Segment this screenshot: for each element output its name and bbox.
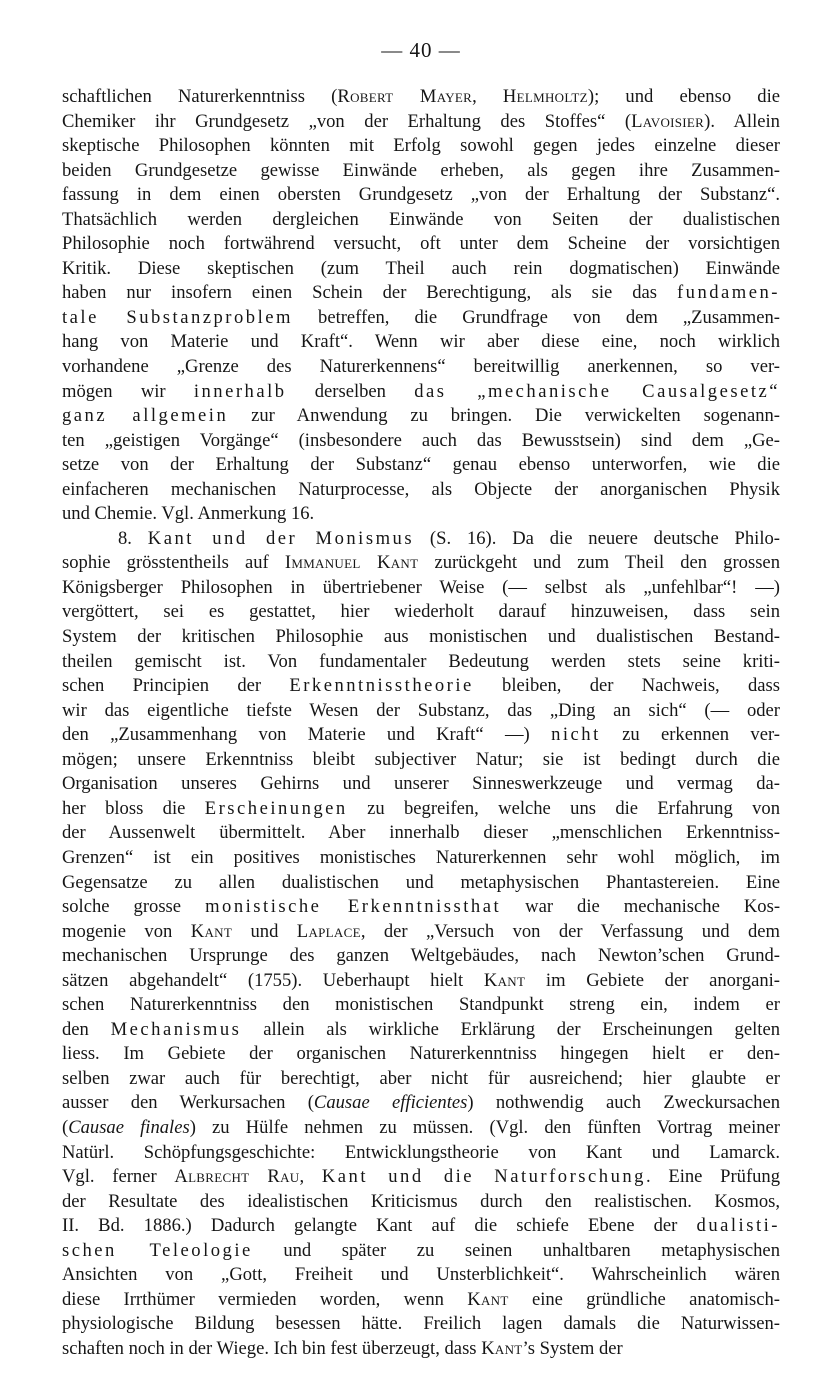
spaced-emphasis: Erkenntnisstheorie bbox=[289, 675, 474, 697]
text-run: Organisation unseres Gehirns und unserer Sinneswerkzeuge und vermag da- bbox=[62, 773, 780, 795]
text-run: schaftlichen Naturerkenntniss ( bbox=[62, 86, 338, 107]
text-run: (S. 16). Da die neuere deutsche Philo- bbox=[414, 527, 780, 549]
text-line bbox=[62, 1239, 780, 1264]
spaced-emphasis: nicht bbox=[551, 724, 601, 746]
italic-term: Causae efficientes bbox=[313, 1092, 468, 1114]
text-run: vergöttert, sei es gestattet, hier wiederholt darauf hinzuweisen, dass sein bbox=[62, 601, 780, 623]
spaced-emphasis: schen Teleologie bbox=[62, 1239, 253, 1261]
text-line bbox=[62, 871, 780, 896]
text-run: theilen gemischt ist. Von fundamentaler Bedeutung werden stets seine kriti- bbox=[62, 650, 780, 672]
text-line bbox=[62, 478, 780, 503]
text-run: diese Irrthümer vermieden worden, wenn bbox=[62, 1288, 468, 1310]
text-run: der Aussenwelt übermittelt. Aber innerhalb dieser „menschlichen Erkenntniss- bbox=[62, 822, 780, 844]
text-line bbox=[62, 527, 780, 552]
text-run: mögen wir bbox=[62, 380, 194, 402]
text-line bbox=[62, 1067, 780, 1092]
text-line bbox=[62, 404, 780, 429]
spaced-emphasis: Kant und der Monismus bbox=[147, 527, 415, 549]
spaced-emphasis: Erscheinungen bbox=[204, 797, 348, 819]
text-run: betreffen, die Grundfrage von dem „Zusammen- bbox=[292, 306, 780, 328]
text-run: war die mechanische Kos- bbox=[501, 896, 780, 918]
text-line bbox=[62, 1214, 780, 1239]
text-line bbox=[62, 502, 780, 527]
text-run: Natürl. Schöpfungsgeschichte: Entwicklungstheorie von Kant und Lamarck. bbox=[62, 1141, 780, 1163]
text-run: ausser den Werkursachen ( bbox=[62, 1092, 314, 1114]
text-line bbox=[62, 281, 780, 306]
author-name: Robert Mayer bbox=[337, 86, 473, 107]
text-run: fassung in dem einen obersten Grundgesetz „von der Erhaltung der Substanz“. bbox=[62, 184, 780, 206]
text-run: , bbox=[472, 86, 503, 107]
italic-term: Causae finales bbox=[68, 1116, 190, 1138]
text-line bbox=[62, 920, 780, 945]
text-line bbox=[62, 772, 780, 797]
text-line bbox=[62, 1116, 780, 1141]
text-run: Chemiker ihr Grundgesetz „von der Erhaltung des Stoffes“ ( bbox=[62, 110, 632, 132]
text-run: ) nothwendig auch Zweckursachen bbox=[467, 1092, 780, 1114]
text-line bbox=[62, 1288, 780, 1313]
text-line bbox=[62, 699, 780, 724]
text-line bbox=[62, 748, 780, 773]
text-line bbox=[62, 208, 780, 233]
text-run: Philosophie noch fortwährend versucht, oft unter dem Scheine der vorsichtigen bbox=[62, 233, 780, 255]
text-run: her bloss die bbox=[62, 797, 205, 819]
text-line bbox=[62, 674, 780, 699]
spaced-emphasis: innerhalb bbox=[193, 380, 287, 402]
text-run: ’s System der bbox=[522, 1337, 623, 1359]
text-line bbox=[62, 232, 780, 257]
text-line bbox=[62, 183, 780, 208]
text-run: haben nur insofern einen Schein der Berechtigung, als sie das bbox=[62, 282, 677, 304]
text-run: ) zu Hülfe nehmen zu müssen. (Vgl. den fünften Vortrag meiner bbox=[189, 1116, 780, 1138]
text-run: II. Bd. 1886.) Dadurch gelangte Kant auf die schiefe Ebene der bbox=[62, 1215, 697, 1237]
text-line bbox=[62, 453, 780, 478]
text-run: im Gebiete der anorgani- bbox=[525, 969, 780, 991]
author-name: Kant bbox=[467, 1288, 509, 1310]
text-line bbox=[62, 821, 780, 846]
text-run: und Chemie. Vgl. Anmerkung 16. bbox=[62, 503, 315, 525]
text-run: mögen; unsere Erkenntniss bleibt subjectiver Natur; sie ist bedingt durch die bbox=[62, 748, 780, 770]
text-line bbox=[62, 944, 780, 969]
text-line bbox=[62, 846, 780, 871]
text-run: 8. bbox=[118, 527, 148, 549]
text-line bbox=[62, 797, 780, 822]
text-run: . Eine Prüfung bbox=[645, 1166, 780, 1188]
text-line bbox=[62, 1190, 780, 1215]
text-run: Grenzen“ ist ein positives monistisches Naturerkennen sehr wohl möglich, im bbox=[62, 846, 780, 868]
text-run: ( bbox=[62, 1116, 69, 1138]
spaced-emphasis: tale Substanzproblem bbox=[62, 306, 293, 328]
text-run: Gegensatze zu allen dualistischen und metaphysischen Phantastereien. Eine bbox=[62, 871, 780, 893]
text-line bbox=[62, 1042, 780, 1067]
author-name: Laplace bbox=[296, 920, 361, 942]
text-run: ten „geistigen Vorgänge“ (insbesondere auch das Bewusstsein) sind dem „Ge- bbox=[62, 429, 780, 451]
text-line bbox=[62, 330, 780, 355]
text-line bbox=[62, 600, 780, 625]
spaced-emphasis: Kant und die Naturforschung bbox=[321, 1166, 646, 1188]
text-run: schaften noch in der Wiege. Ich bin fest überzeugt, dass bbox=[62, 1337, 482, 1359]
text-line bbox=[62, 723, 780, 748]
text-line bbox=[62, 1141, 780, 1166]
text-line bbox=[62, 355, 780, 380]
text-run: mogenie von bbox=[62, 920, 191, 942]
text-run: zu erkennen ver- bbox=[600, 724, 780, 746]
text-run: schen Principien der bbox=[62, 675, 290, 697]
text-run: sätzen abgehandelt“ (1755). Ueberhaupt hielt bbox=[62, 969, 484, 991]
text-run: Ansichten von „Gott, Freiheit und Unsterblichkeit“. Wahrscheinlich wären bbox=[62, 1264, 780, 1286]
text-run: und bbox=[232, 920, 297, 942]
text-run: schen Naturerkenntniss den monistischen Standpunkt streng ein, indem er bbox=[62, 994, 780, 1016]
author-name: Helmholtz bbox=[502, 86, 588, 107]
spaced-emphasis: das „mechanische Causalgesetz“ bbox=[414, 380, 780, 402]
text-run: skeptische Philosophen könnten mit Erfolg sowohl gegen jedes einzelne dieser bbox=[62, 135, 780, 157]
text-line bbox=[62, 993, 780, 1018]
text-run: setze von der Erhaltung der Substanz“ genau ebenso unterworfen, wie die bbox=[62, 454, 780, 476]
author-name: Kant bbox=[483, 969, 526, 991]
text-run: einfacheren mechanischen Naturprocesse, als Objecte der anorganischen Physik bbox=[62, 478, 780, 500]
spaced-emphasis: dualisti- bbox=[696, 1215, 780, 1237]
text-line bbox=[62, 650, 780, 675]
text-line bbox=[62, 257, 780, 282]
text-line bbox=[62, 1312, 780, 1337]
author-name: Lavoisier bbox=[631, 110, 705, 132]
text-line bbox=[62, 1018, 780, 1043]
text-run: , der „Versuch von der Verfassung und dem bbox=[360, 920, 780, 942]
text-run: physiologische Bildung besessen hätte. Freilich lagen damals die Naturwissen- bbox=[62, 1313, 780, 1335]
author-name: Kant bbox=[190, 920, 233, 942]
page-number-header: — 40 — bbox=[381, 38, 461, 62]
author-name: Kant bbox=[481, 1337, 523, 1359]
author-name: Albrecht Rau bbox=[174, 1166, 300, 1188]
text-line bbox=[62, 576, 780, 601]
text-run: allein als wirkliche Erklärung der Erscheinungen gelten bbox=[241, 1018, 780, 1040]
text-run: hang von Materie und Kraft“. Wenn wir aber diese eine, noch wirklich bbox=[62, 331, 780, 353]
text-run: den bbox=[62, 1018, 111, 1040]
text-run: mechanischen Ursprunge des ganzen Weltgebäudes, nach Newton’schen Grund- bbox=[62, 945, 780, 967]
text-run: der Resultate des idealistischen Kriticismus durch den realistischen. Kosmos, bbox=[62, 1190, 780, 1212]
text-run: zur Anwendung zu bringen. Die verwickelten sogenann- bbox=[228, 405, 780, 427]
text-line bbox=[62, 1337, 780, 1362]
text-run: System der kritischen Philosophie aus monistischen und dualistischen Bestand- bbox=[62, 626, 780, 648]
text-run: und später zu seinen unhaltbaren metaphysischen bbox=[252, 1239, 780, 1261]
text-run: ). Allein bbox=[704, 110, 780, 132]
author-name: Immanuel Kant bbox=[284, 552, 419, 574]
text-run: solche grosse bbox=[62, 896, 206, 918]
text-run: vorhandene „Grenze des Naturerkennens“ bereitwillig anerkennen, so ver- bbox=[62, 356, 780, 378]
text-line bbox=[62, 159, 780, 184]
text-line bbox=[62, 1091, 780, 1116]
text-run: Thatsächlich werden dergleichen Einwände von Seiten der dualistischen bbox=[62, 208, 780, 230]
text-line bbox=[62, 306, 780, 331]
text-run: Königsberger Philosophen in übertriebener Weise (— selbst als „unfehlbar“! —) bbox=[62, 576, 780, 598]
text-run: bleiben, der Nachweis, dass bbox=[473, 675, 780, 697]
text-run: ); und ebenso die bbox=[587, 86, 780, 107]
text-run: eine gründliche anatomisch- bbox=[508, 1288, 780, 1310]
text-run: Vgl. ferner bbox=[62, 1166, 175, 1188]
text-run: selben zwar auch für berechtigt, aber nicht für ausreichend; hier glaubte er bbox=[62, 1067, 780, 1089]
text-run: liess. Im Gebiete der organischen Naturerkenntniss hingegen hielt er den- bbox=[62, 1043, 780, 1065]
text-run: derselben bbox=[286, 380, 415, 402]
text-run: Kritik. Diese skeptischen (zum Theil auch rein dogmatischen) Einwände bbox=[62, 257, 780, 279]
text-run: den „Zusammenhang von Materie und Kraft“ —) bbox=[62, 724, 552, 746]
text-line bbox=[62, 969, 780, 994]
text-line bbox=[62, 1263, 780, 1288]
spaced-emphasis: ganz allgemein bbox=[62, 405, 229, 427]
text-line bbox=[62, 551, 780, 576]
text-line bbox=[62, 380, 780, 405]
spaced-emphasis: monistische Erkenntnissthat bbox=[205, 896, 502, 918]
text-line bbox=[62, 85, 780, 110]
text-line bbox=[62, 1165, 780, 1190]
text-line bbox=[62, 429, 780, 454]
spaced-emphasis: fundamen- bbox=[676, 282, 780, 304]
text-run: zurückgeht und zum Theil den grossen bbox=[418, 552, 780, 574]
text-line bbox=[62, 110, 780, 135]
text-line bbox=[62, 895, 780, 920]
text-run: sophie grösstentheils auf bbox=[62, 552, 285, 574]
text-run: beiden Grundgesetze gewisse Einwände erheben, als gegen ihre Zusammen- bbox=[62, 159, 780, 181]
text-run: , bbox=[299, 1166, 322, 1188]
text-line bbox=[62, 134, 780, 159]
text-run: wir das eigentliche tiefste Wesen der Substanz, das „Ding an sich“ (— oder bbox=[62, 699, 780, 721]
text-line bbox=[62, 625, 780, 650]
spaced-emphasis: Mechanismus bbox=[110, 1018, 242, 1040]
text-run: zu begreifen, welche uns die Erfahrung von bbox=[347, 797, 780, 819]
body-text bbox=[62, 85, 780, 1361]
